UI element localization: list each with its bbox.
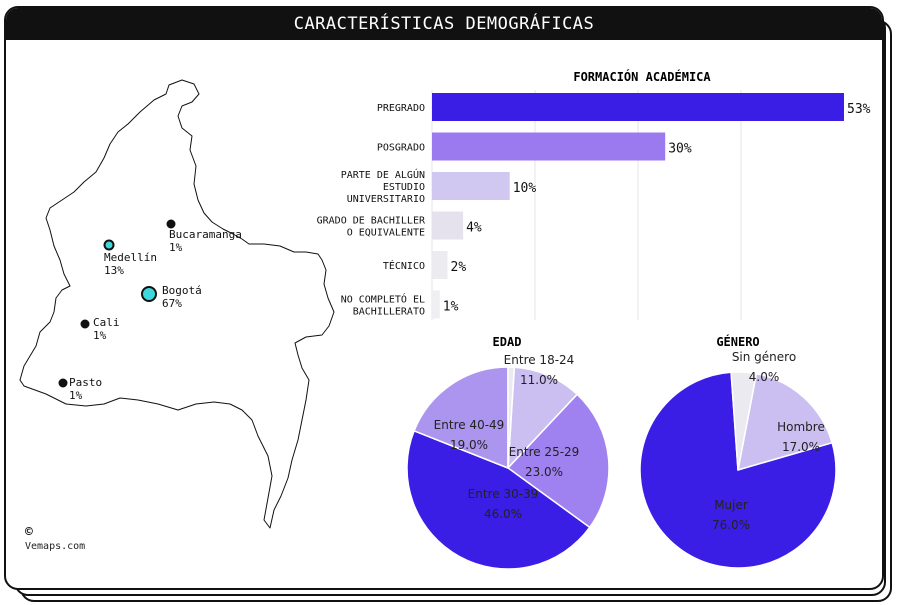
- age-pie-slice-value-3: 19.0%: [449, 438, 489, 452]
- bar-5: [432, 291, 440, 319]
- gender-pie-slice-label-1: Mujer: [714, 498, 748, 512]
- age-pie-slice-value-0: 11.0%: [519, 373, 559, 387]
- age-pie-slice-value-1: 23.0%: [524, 465, 564, 479]
- bar-3: [432, 212, 463, 240]
- city-name-bucaramanga: Bucaramanga: [169, 228, 242, 241]
- city-name-bogota: Bogotá: [162, 284, 202, 297]
- age-pie-slice-label-0: Entre 18-24: [503, 353, 575, 367]
- bar-value-label-3: 4%: [466, 220, 482, 236]
- city-pct-cali: 1%: [93, 329, 107, 342]
- gender-pie-title: GÉNERO: [716, 335, 760, 349]
- bar-0: [432, 93, 844, 121]
- bar-category-label-5-1: BACHILLERATO: [352, 306, 425, 318]
- city-name-pasto: Pasto: [69, 376, 103, 389]
- bar-chart-title: FORMACIÓN ACADÉMICA: [573, 70, 711, 84]
- bar-category-label-1-0: POSGRADO: [376, 142, 425, 154]
- bar-value-label-5: 1%: [442, 299, 459, 315]
- city-name-cali: Cali: [93, 316, 120, 329]
- bar-4: [432, 251, 448, 279]
- age-pie-slice-value-2: 46.0%: [483, 507, 523, 521]
- bar-1: [432, 133, 665, 161]
- bar-category-label-4-0: TÉCNICO: [382, 261, 425, 272]
- bar-category-label-2-0: PARTE DE ALGÚN: [340, 170, 425, 181]
- bar-category-label-3-0: GRADO DE BACHILLER: [316, 215, 425, 227]
- bar-value-label-0: 53%: [847, 102, 871, 117]
- gender-pie-slice-label-0: Hombre: [777, 420, 825, 434]
- bar-value-label-1: 30%: [668, 141, 692, 157]
- credit-text: Vemaps.com: [25, 541, 86, 552]
- bar-category-label-5-0: NO COMPLETÓ EL: [340, 294, 425, 306]
- gender-pie-slice-value-2: 4.0%: [748, 370, 780, 384]
- bar-category-label-2-2: UNIVERSITARIO: [346, 194, 425, 205]
- gender-pie-slice-value-0: 17.0%: [781, 440, 821, 454]
- bar-category-label-3-1: O EQUIVALENTE: [346, 227, 425, 239]
- infographic-card: [4, 6, 884, 590]
- city-pct-pasto: 1%: [69, 389, 83, 402]
- bar-value-label-2: 10%: [512, 181, 537, 196]
- gender-pie-slice-value-1: 76.0%: [711, 518, 751, 532]
- age-pie-title: EDAD: [492, 335, 522, 349]
- city-pct-medellin: 13%: [104, 264, 124, 277]
- age-pie-slice-label-2: Entre 30-39: [467, 487, 539, 501]
- city-name-medellin: Medellín: [104, 251, 157, 264]
- city-pct-bogota: 67%: [162, 297, 182, 310]
- age-pie-slice-label-1: Entre 25-29: [508, 445, 580, 459]
- age-pie-slice-label-3: Entre 40-49: [433, 418, 505, 432]
- gender-pie-slice-label-2: Sin género: [731, 350, 797, 364]
- charts-area: [6, 8, 882, 588]
- bar-2: [432, 172, 510, 200]
- copyright-icon: ©: [25, 525, 33, 540]
- bar-category-label-0-0: PREGRADO: [376, 103, 425, 114]
- bar-category-label-2-1: ESTUDIO: [382, 182, 425, 193]
- city-pct-bucaramanga: 1%: [169, 241, 183, 254]
- bar-value-label-4: 2%: [450, 260, 467, 275]
- page-title: CARACTERÍSTICAS DEMOGRÁFICAS: [293, 14, 595, 34]
